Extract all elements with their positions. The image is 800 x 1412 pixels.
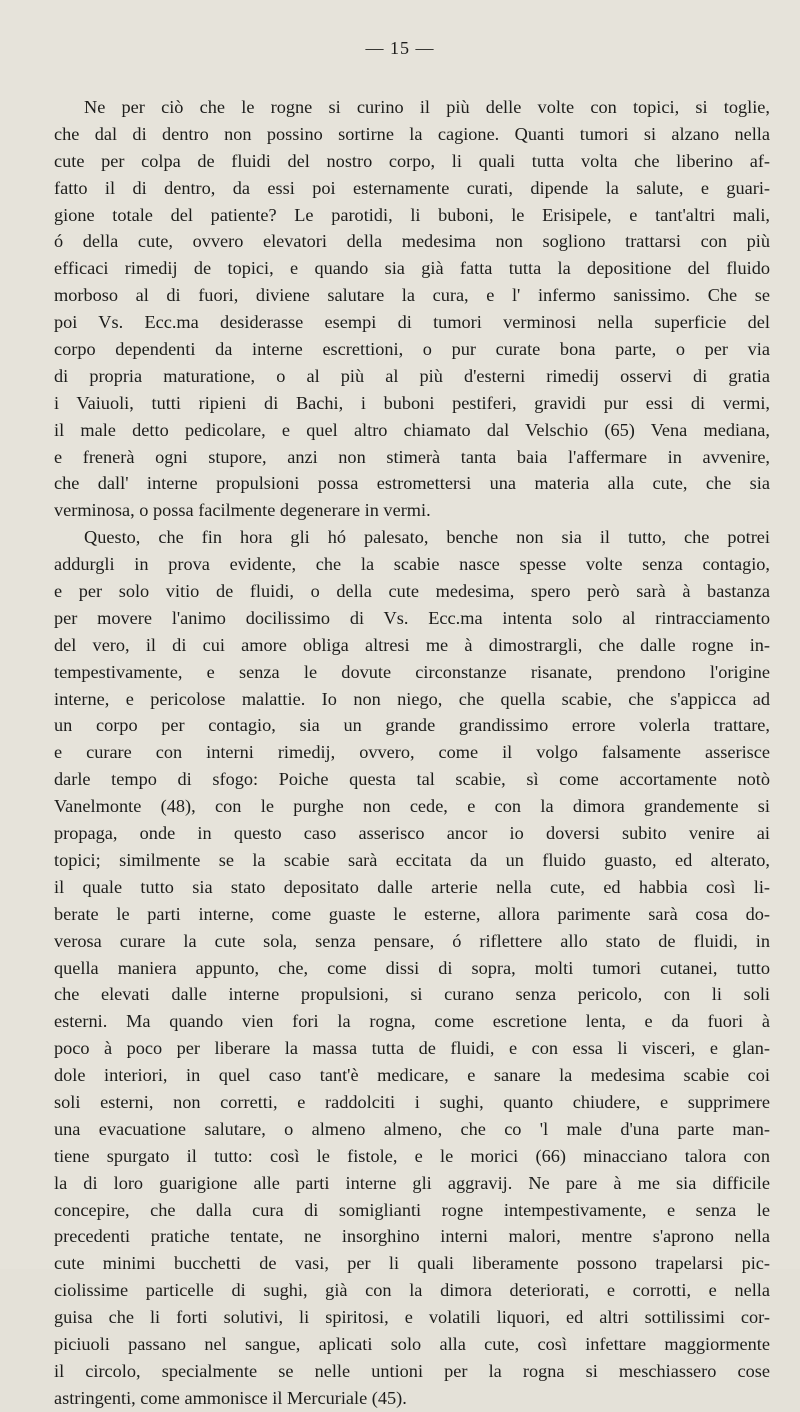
text-line: ó della cute, ovvero elevatori della medesima non sogliono trattarsi con più [54, 231, 770, 252]
text-line: efficaci rimedij de topici, e quando sia già fatta tutta la depositione del fluido [54, 258, 770, 279]
text-line: berate le parti interne, come guaste le esterne, allora parimente sarà cosa do- [54, 903, 770, 924]
text-line: la di loro guarigione alle parti interne gli aggravij. Ne pare à me sia difficile [54, 1172, 770, 1193]
text-line: per movere l'animo docilissimo di Vs. Ecc.ma intenta solo al rintracciamento [54, 607, 770, 628]
text-line: tiene spurgato il tutto: così le fistole, e le morici (66) minacciano talora con [54, 1145, 770, 1166]
text-line: precedenti pratiche tentate, ne insorghino interni malori, mentre s'aprono nella [54, 1226, 770, 1247]
text-line: il quale tutto sia stato depositato dalle arterie nella cute, ed habbia così li- [54, 876, 770, 897]
text-line: guisa che li forti solutivi, li spiritosi, e volatili liquori, ed altri sottilissimi cor- [54, 1307, 770, 1328]
text-line: e frenerà ogni stupore, anzi non stimerà tanta baia l'affermare in avvenire, [54, 446, 770, 467]
text-line: che dall' interne propulsioni possa estromettersi una materia alla cute, che sia [54, 473, 770, 494]
text-line: topici; similmente se la scabie sarà eccitata da un fluido guasto, ed alterato, [54, 849, 770, 870]
text-line: dole interiori, in quel caso tant'è medicare, e sanare la medesima scabie coi [54, 1065, 770, 1086]
text-line: verminosa, o possa facilmente degenerare in vermi. [54, 500, 431, 521]
text-line: propaga, onde in questo caso asserisco ancor io doversi subito venire ai [54, 823, 770, 844]
text-line: un corpo per contagio, sia un grande grandissimo errore volerla trattare, [54, 715, 770, 736]
text-line: piciuoli passano nel sangue, aplicati solo alla cute, così infettare maggiormente [54, 1333, 770, 1354]
text-line: una evacuatione salutare, o almeno almeno, che co 'l male d'una parte man- [54, 1118, 770, 1139]
text-line: astringenti, come ammonisce il Mercuriale (45). [54, 1387, 407, 1408]
text-line: morboso al di fuori, diviene salutare la cura, e l' infermo sanissimo. Che se [54, 285, 770, 306]
text-line: corpo dependenti da interne escrettioni, o pur curate bona parte, o per via [54, 339, 770, 360]
text-line: soli esterni, non corretti, e raddolciti i sughi, quanto chiudere, e supprimere [54, 1091, 770, 1112]
text-line: che dal di dentro non possino sortirne la cagione. Quanti tumori si alzano nella [54, 123, 770, 144]
text-line: tempestivamente, e senza le dovute circonstanze risanate, prendono l'origine [54, 661, 770, 682]
text-line: esterni. Ma quando vien fori la rogna, come escretione lenta, e da fuori à [54, 1011, 770, 1032]
text-line: e per solo vitio de fluidi, o della cute medesima, spero però sarà à bastanza [54, 581, 770, 602]
text-line: quella maniera appunto, che, come dissi di sopra, molti tumori cutanei, tutto [54, 957, 770, 978]
text-line: e curare con interni rimedij, ovvero, come il volgo falsamente asserisce [54, 742, 770, 763]
text-line: Ne per ciò che le rogne si curino il più delle volte con topici, si toglie, [84, 97, 770, 117]
text-line: cute minimi bucchetti de vasi, per li quali liberamente possono trapelarsi pic- [54, 1253, 770, 1274]
text-line: di propria maturatione, o al più al più d'esterni rimedij osservi di gratia [54, 365, 770, 386]
text-line: del vero, il di cui amore obliga altresi me à dimostrargli, che dalle rogne in- [54, 634, 770, 655]
text-line: Vanelmonte (48), con le purghe non cede, e con la dimora grandemente si [54, 796, 770, 817]
page-number: — 15 — [365, 38, 435, 58]
text-line: ciolissime particelle di sughi, già con la dimora deteriorati, e corrotti, e nella [54, 1280, 770, 1301]
body-text [54, 94, 770, 1412]
text-line: i Vaiuoli, tutti ripieni di Bachi, i buboni pestiferi, gravidi pur essi di vermi, [54, 392, 770, 413]
text-line: il male detto pedicolare, e quel altro chiamato dal Velschio (65) Vena mediana, [54, 419, 770, 440]
text-line: concepire, che dalla cura di somiglianti rogne intempestivamente, e senza le [54, 1199, 770, 1220]
text-line: cute per colpa de fluidi del nostro corpo, li quali tutta volta che liberino af- [54, 150, 770, 171]
text-line: poi Vs. Ecc.ma desiderasse esempi di tumori verminosi nella superficie del [54, 312, 770, 333]
text-line: poco à poco per liberare la massa tutta de fluidi, e con essa li visceri, e glan- [54, 1038, 770, 1059]
text-line: verosa curare la cute sola, senza pensare, ó riflettere allo stato de fluidi, in [54, 930, 770, 951]
text-line: interne, e pericolose malattie. Io non niego, che quella scabie, che s'appicca ad [54, 688, 770, 709]
text-line: che elevati dalle interne propulsioni, si curano senza pericolo, con li soli [54, 984, 770, 1005]
text-line: addurgli in prova evidente, che la scabie nasce spesse volte senza contagio, [54, 554, 770, 575]
text-line: Questo, che fin hora gli hó palesato, benche non sia il tutto, che potrei [84, 527, 770, 548]
text-line: darle tempo di sfogo: Poiche questa tal scabie, sì come accortamente notò [54, 769, 770, 790]
text-line: il circolo, specialmente se nelle untioni per la rogna si meschiassero cose [54, 1360, 770, 1381]
text-line: gione totale del patiente? Le parotidi, li buboni, le Erisipele, e tant'altri mali, [54, 204, 770, 225]
text-line: fatto il di dentro, da essi poi esternamente curati, dipende la salute, e guari- [54, 177, 770, 198]
